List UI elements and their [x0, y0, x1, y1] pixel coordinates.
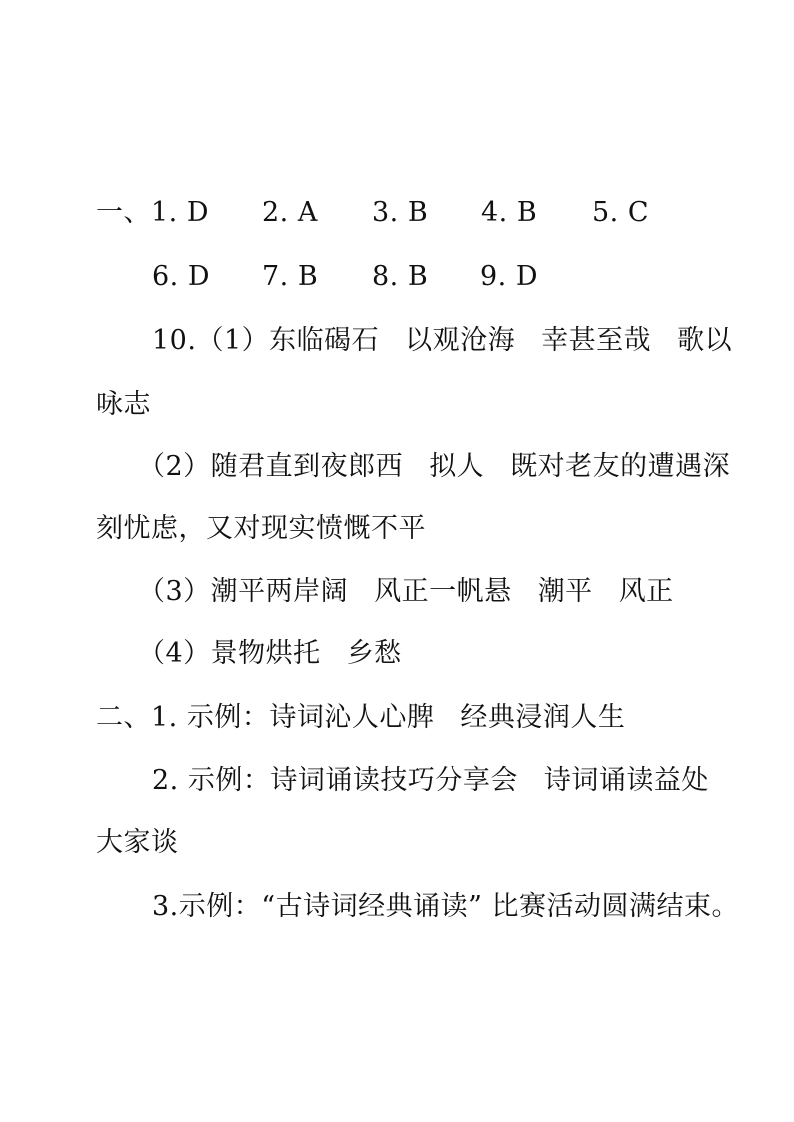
section2-item2-line1 — [152, 764, 709, 798]
q10-part3 — [138, 575, 674, 609]
q10-p3-d: 风正 — [618, 576, 674, 607]
s2-item1-b: 经典浸润人生 — [460, 702, 626, 733]
answer-8: 8. B — [372, 261, 429, 292]
section1-row2 — [152, 260, 538, 294]
q10-p2-cont: 刻忧虑，又对现实愤慨不平 — [96, 513, 426, 544]
q10-part1-line2 — [96, 388, 151, 422]
answer-4: 4. B — [481, 197, 538, 228]
answer-6: 6. D — [152, 261, 210, 292]
answer-2: 2. A — [262, 197, 318, 228]
s2-item3: 3.示例：“古诗词经典诵读” 比赛活动圆满结束。 — [152, 891, 739, 922]
section1-marker: 一、 — [96, 197, 151, 228]
s2-item2-b: 诗词诵读益处 — [543, 765, 709, 796]
q10-p3-b: 风正一帆悬 — [374, 576, 512, 607]
answer-1: 1. D — [151, 197, 209, 228]
section2-item3 — [152, 890, 739, 924]
section2-marker: 二、 — [96, 702, 151, 733]
answer-7: 7. B — [262, 261, 319, 292]
section1-row1 — [96, 196, 650, 230]
q10-p1-c: 幸甚至哉 — [541, 325, 652, 356]
answer-3: 3. B — [372, 197, 429, 228]
section2-item1 — [96, 701, 625, 735]
q10-p1-cont: 咏志 — [96, 389, 151, 420]
q10-p4-b: 乡愁 — [346, 638, 402, 669]
q10-part2-line2 — [96, 512, 426, 546]
section2-item2-line2 — [96, 826, 179, 860]
q10-label: 10.（1） — [152, 325, 270, 356]
q10-p3-a: （3）潮平两岸阔 — [138, 576, 349, 607]
q10-p2-a: （2）随君直到夜郎西 — [138, 451, 404, 482]
answer-9: 9. D — [480, 261, 538, 292]
q10-p1-d: 歌以 — [677, 325, 733, 356]
q10-part2-line1 — [138, 450, 730, 484]
q10-p2-b: 拟人 — [429, 451, 485, 482]
q10-part4 — [138, 637, 402, 671]
s2-item2-a: 2. 示例：诗词诵读技巧分享会 — [152, 765, 518, 796]
q10-p1-b: 以观沧海 — [405, 325, 516, 356]
q10-part1-line1 — [152, 324, 732, 358]
q10-p2-c: 既对老友的遭遇深 — [510, 451, 731, 482]
answer-5: 5. C — [592, 197, 650, 228]
q10-p4-a: （4）景物烘托 — [138, 638, 321, 669]
q10-p1-a: 东临碣石 — [269, 325, 380, 356]
q10-p3-c: 潮平 — [537, 576, 593, 607]
s2-item1-a: 1. 示例：诗词沁人心脾 — [151, 702, 435, 733]
s2-item2-cont: 大家谈 — [96, 827, 179, 858]
